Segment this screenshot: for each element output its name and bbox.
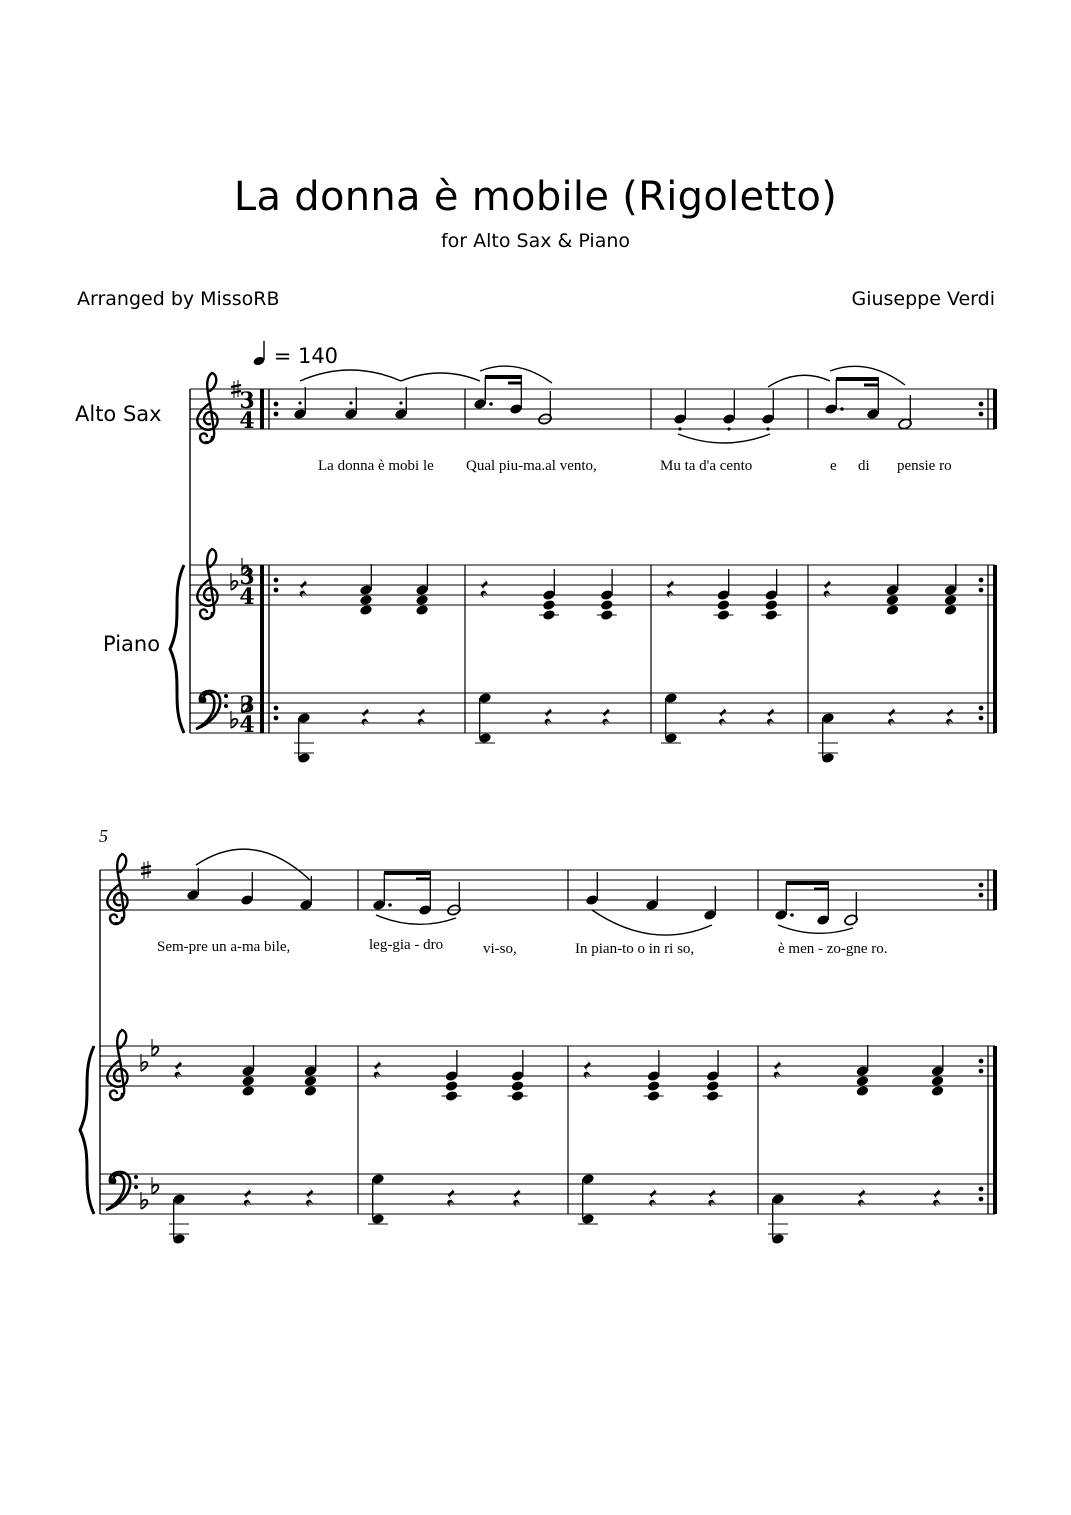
dot <box>489 402 493 406</box>
lyric-m7: In pian-to o in ri so, <box>575 941 695 957</box>
piano-chord <box>856 1045 870 1097</box>
piano-brace <box>80 1046 94 1214</box>
piano-bass-time-signature-denominator: 4 <box>239 712 255 738</box>
slur <box>592 910 712 935</box>
piece-subtitle: for Alto Sax & Piano <box>440 230 631 252</box>
piano-chord <box>542 569 556 621</box>
repeat-dot <box>979 578 984 583</box>
repeat-dot <box>274 578 279 583</box>
slur <box>300 370 401 381</box>
piano-chord <box>647 1050 661 1102</box>
piano-bass-time-signature-numerator: 3 <box>239 692 255 718</box>
lyric-m6b: vi-so, <box>483 941 517 957</box>
repeat-dot <box>979 1197 984 1202</box>
lyric-m8: è men - zo-gne ro. <box>778 941 888 957</box>
piano-chord <box>600 569 614 621</box>
flat-icon <box>231 711 237 728</box>
piano-chord <box>304 1045 318 1097</box>
instrument-label-sax: Alto Sax <box>75 402 162 426</box>
piano-chord <box>445 1050 459 1102</box>
treble-clef-icon <box>107 1030 127 1100</box>
staccato-dot <box>399 401 402 404</box>
slur <box>196 849 310 880</box>
piano-chord <box>717 569 731 621</box>
lyric-m3: Mu ta d'a cento <box>660 458 753 474</box>
tie <box>401 373 480 381</box>
dot <box>388 903 392 907</box>
repeat-dot <box>979 1187 984 1192</box>
repeat-dot <box>274 588 279 593</box>
piano-chord <box>706 1050 720 1102</box>
slur <box>480 366 552 383</box>
piano-chord <box>944 564 958 616</box>
piano-chord <box>415 564 429 616</box>
treble-clef-icon <box>197 373 217 443</box>
lyric-m5: Sem-pre un a-ma bile, <box>157 939 291 955</box>
staccato-dot <box>727 427 730 430</box>
piano-treble-time-signature-denominator: 4 <box>239 584 255 610</box>
slur <box>678 434 770 443</box>
dot <box>840 407 844 411</box>
staccato-dot <box>349 401 352 404</box>
flat-icon <box>141 1192 147 1209</box>
instrument-label-piano: Piano <box>103 632 161 656</box>
staccato-dot <box>298 401 301 404</box>
lyric-m4a: e <box>830 458 837 474</box>
lyric-m4b: di <box>858 458 870 474</box>
flat-icon <box>231 573 237 590</box>
flat-icon <box>141 1054 147 1071</box>
piano-brace <box>170 565 184 733</box>
staccato-dot <box>678 427 681 430</box>
lyric-m2: Qual piu-ma.al vento, <box>466 458 597 474</box>
repeat-dot <box>979 883 984 888</box>
flat-icon <box>152 1039 158 1056</box>
lyric-m6a: leg-gia - dro <box>369 937 444 953</box>
arranger-credit: Arranged by MissoRB <box>77 288 280 310</box>
sax-time-signature-numerator: 3 <box>239 388 255 414</box>
piece-title: La donna è mobile (Rigoletto) <box>233 174 838 220</box>
dot <box>790 913 794 917</box>
tie <box>768 375 830 387</box>
repeat-dot <box>274 412 279 417</box>
slur <box>376 915 456 924</box>
treble-clef-icon <box>107 854 127 924</box>
sax-time-signature-denominator: 4 <box>239 408 255 434</box>
measure-number: 5 <box>99 826 108 846</box>
repeat-dot <box>979 893 984 898</box>
repeat-dot <box>979 1069 984 1074</box>
composer-credit: Giuseppe Verdi <box>851 288 995 310</box>
piano-chord <box>241 1045 255 1097</box>
repeat-dot <box>979 402 984 407</box>
slur <box>778 925 853 933</box>
lyric-m1: La donna è mobi le <box>318 458 434 474</box>
piano-chord <box>886 564 900 616</box>
repeat-dot <box>274 706 279 711</box>
slur <box>830 366 905 385</box>
piano-treble-time-signature-numerator: 3 <box>239 564 255 590</box>
repeat-dot <box>274 402 279 407</box>
piano-chord <box>359 564 373 616</box>
piano-chord <box>931 1045 945 1097</box>
repeat-dot <box>979 706 984 711</box>
treble-clef-icon <box>197 549 217 619</box>
tempo-value: = 140 <box>273 344 339 368</box>
repeat-dot <box>979 588 984 593</box>
repeat-dot <box>979 1059 984 1064</box>
repeat-dot <box>274 716 279 721</box>
piano-chord <box>764 569 778 621</box>
flat-icon <box>152 1177 158 1194</box>
lyric-m4c: pensie ro <box>897 458 952 474</box>
repeat-dot <box>979 412 984 417</box>
piano-chord <box>511 1050 525 1102</box>
repeat-dot <box>979 716 984 721</box>
staccato-dot <box>766 427 769 430</box>
